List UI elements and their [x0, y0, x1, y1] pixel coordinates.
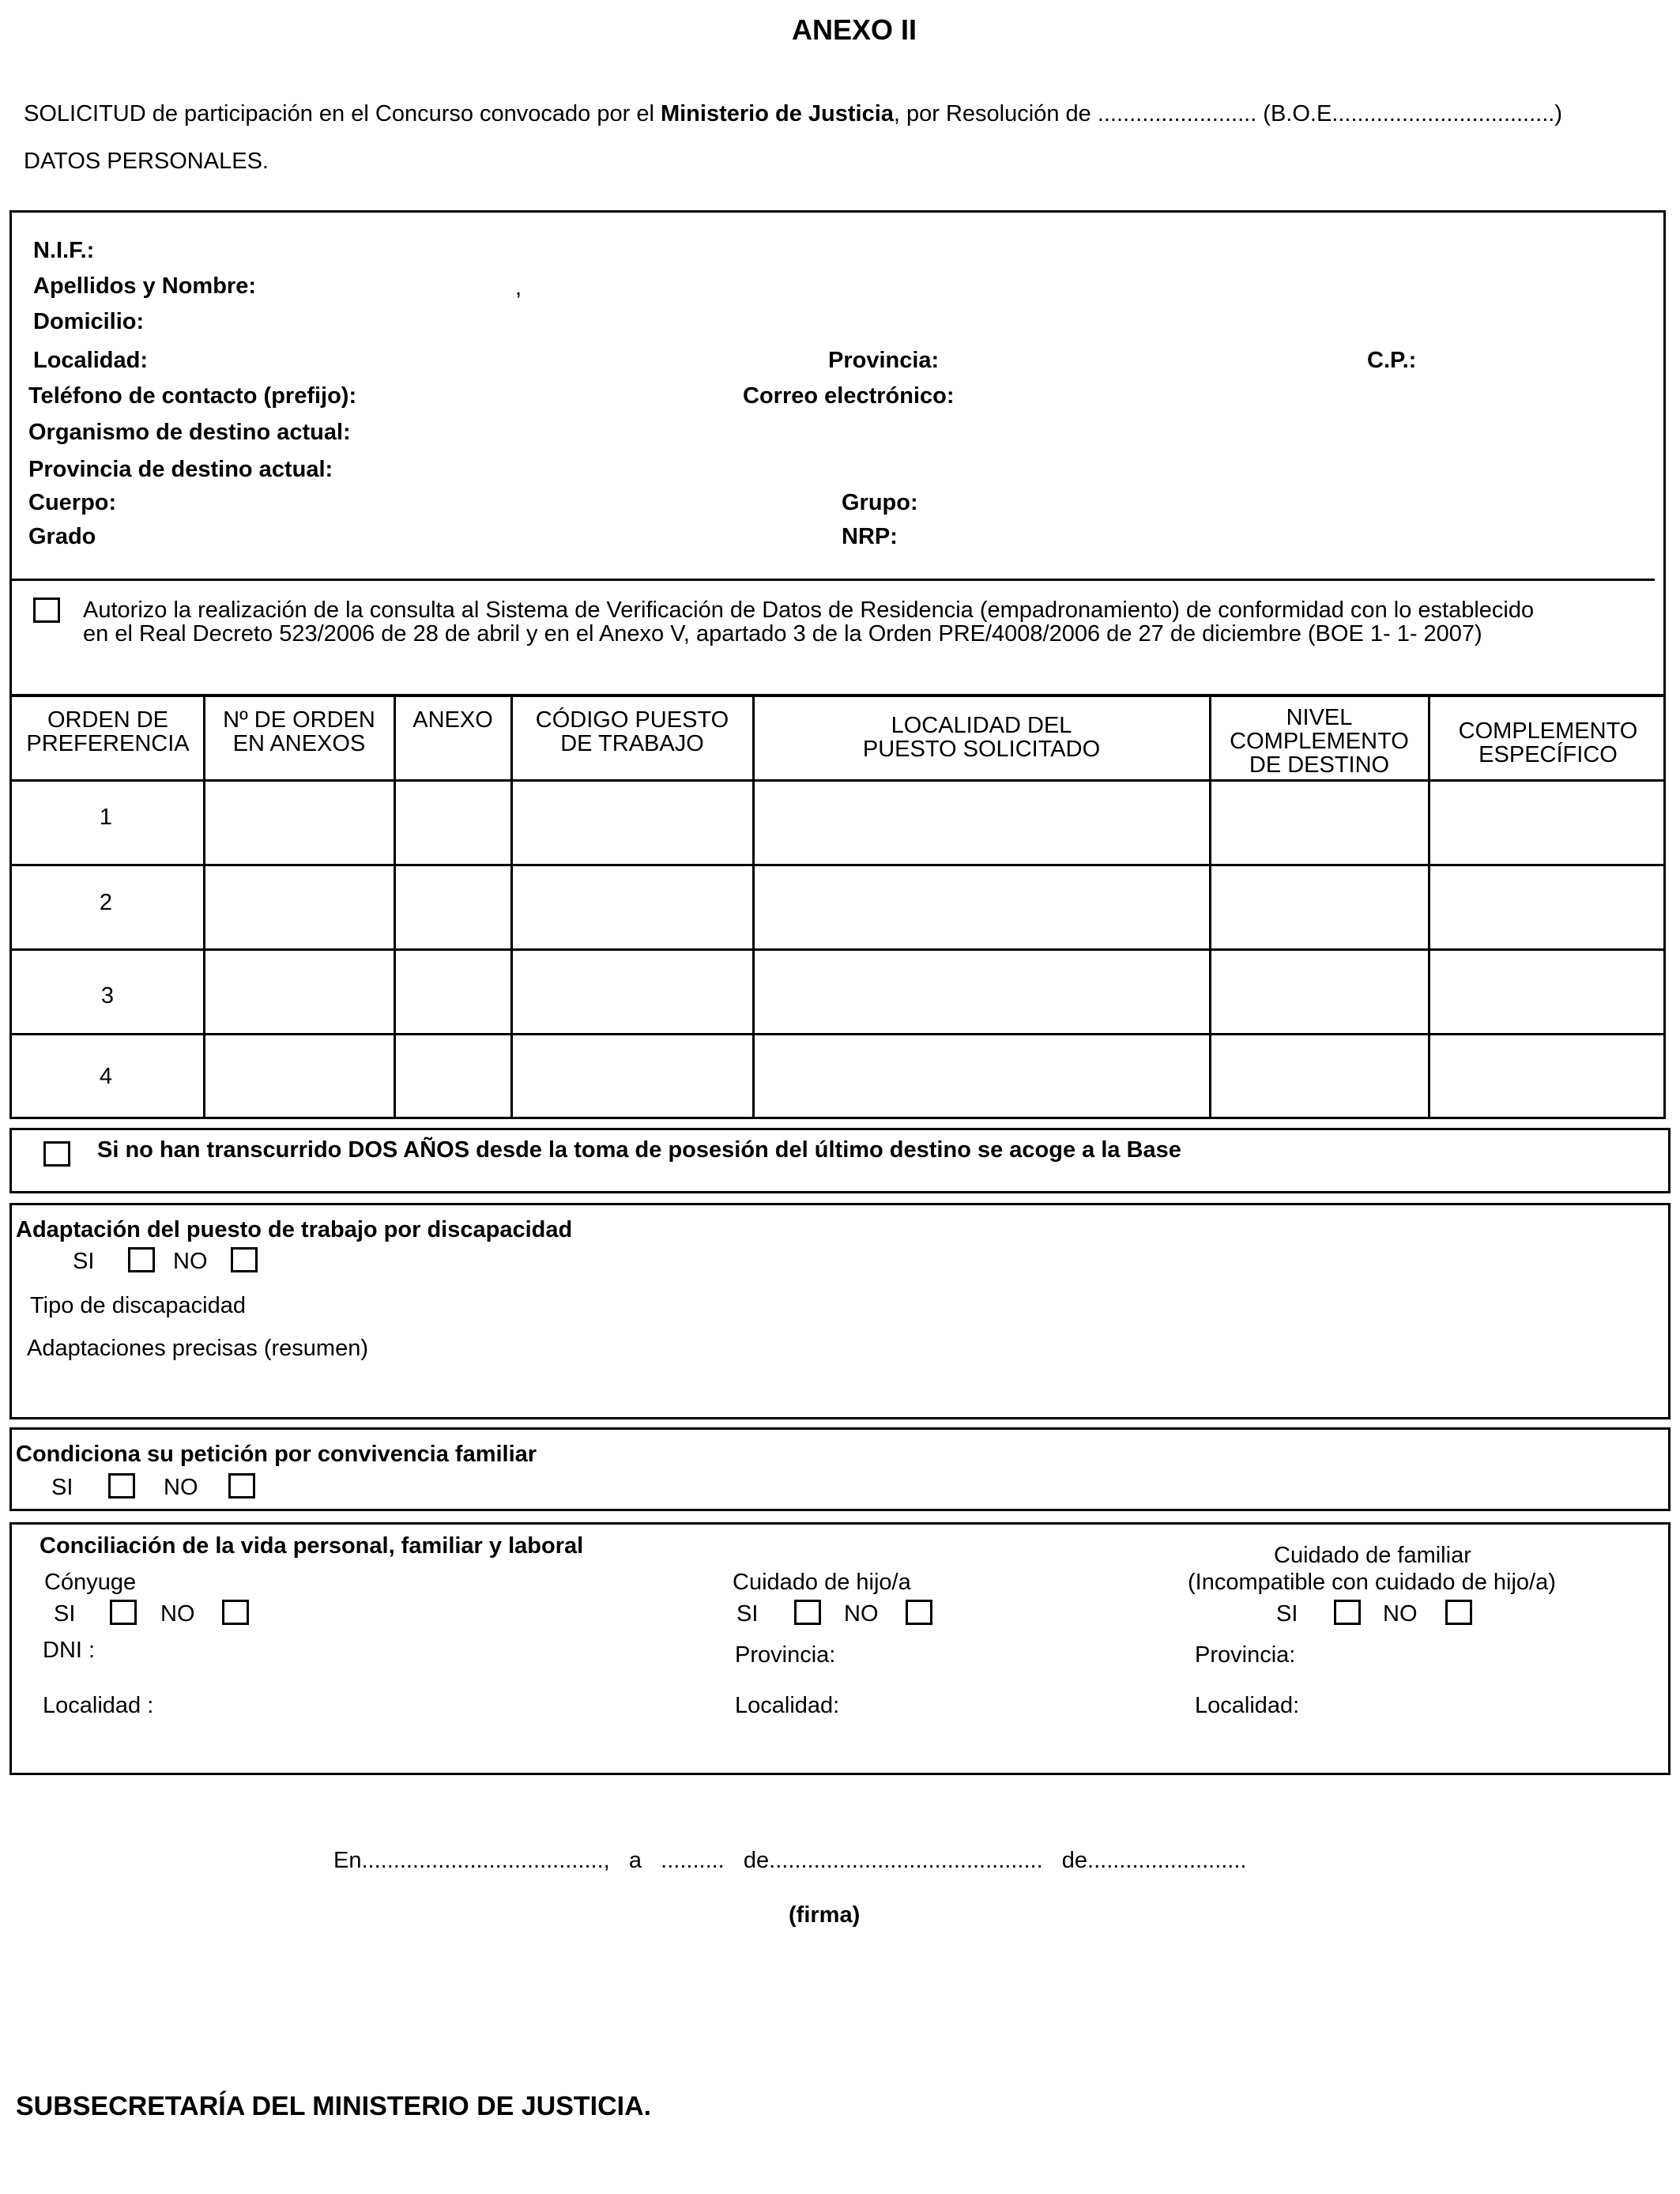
header-nivel-complemento	[1211, 706, 1428, 777]
header-text: EN ANEXOS	[232, 731, 366, 756]
grupo-label: Grupo:	[842, 490, 918, 515]
intro-prefix: SOLICITUD de participación en el Concurso convocado por el	[24, 101, 661, 126]
familiar-label-line2: (Incompatible con cuidado de hijo/a)	[1188, 1570, 1556, 1595]
hijo-label: Cuidado de hijo/a	[733, 1570, 911, 1595]
conyuge-si-label: SI	[54, 1601, 76, 1627]
header-text: COMPLEMENTO	[1230, 729, 1409, 754]
apellidos-comma: ,	[515, 275, 522, 300]
header-text: LOCALIDAD DEL	[891, 713, 1072, 738]
consent-text-line2: en el Real Decreto 523/2006 de 28 de abril y en el Anexo V, apartado 3 de la Orden PRE/4008/2006 de 27 de diciembre (BOE 1- 1- 2007)	[83, 621, 1482, 647]
header-complemento-especifico	[1430, 719, 1667, 767]
table-col-line-2	[394, 695, 396, 1119]
header-text: ORDEN DE	[47, 707, 169, 733]
header-text: ANEXO	[412, 707, 493, 733]
discapacidad-no-checkbox[interactable]	[231, 1247, 258, 1272]
dos-anos-text: Si no han transcurrido DOS AÑOS desde la toma de posesión del último destino se acoge a la Base	[97, 1137, 1181, 1163]
hijo-localidad-label: Localidad:	[735, 1693, 840, 1718]
hijo-no-label: NO	[844, 1601, 879, 1627]
discapacidad-title: Adaptación del puesto de trabajo por discapacidad	[16, 1217, 573, 1242]
conyuge-label: Cónyuge	[44, 1570, 137, 1595]
header-codigo-puesto	[512, 708, 752, 756]
header-localidad-puesto	[754, 714, 1209, 761]
section-label: DATOS PERSONALES.	[24, 149, 269, 174]
conyuge-no-label: NO	[160, 1601, 195, 1627]
header-text: ESPECÍFICO	[1478, 742, 1618, 767]
header-num-orden	[205, 708, 394, 756]
footer-title: SUBSECRETARÍA DEL MINISTERIO DE JUSTICIA.	[16, 2091, 652, 2121]
table-col-line-3	[510, 695, 513, 1119]
conyuge-localidad-label: Localidad :	[43, 1693, 154, 1718]
cuerpo-label: Cuerpo:	[28, 490, 117, 515]
convivencia-no-checkbox[interactable]	[228, 1473, 255, 1498]
intro-suffix: , por Resolución de ......................... (B.O.E...................................)	[893, 101, 1562, 126]
tipo-discapacidad-label: Tipo de discapacidad	[30, 1293, 246, 1318]
header-text: CÓDIGO PUESTO	[535, 707, 729, 733]
organismo-label: Organismo de destino actual:	[28, 420, 351, 445]
dni-label: DNI :	[43, 1638, 96, 1663]
header-text: PREFERENCIA	[26, 731, 190, 756]
table-row-number: 2	[99, 890, 113, 915]
familiar-no-label: NO	[1383, 1601, 1418, 1627]
familiar-no-checkbox[interactable]	[1445, 1600, 1472, 1625]
header-text: Nº DE ORDEN	[223, 707, 375, 733]
table-row-line-1	[9, 864, 1666, 866]
hijo-si-checkbox[interactable]	[794, 1600, 821, 1625]
header-text: COMPLEMENTO	[1458, 718, 1638, 744]
conciliacion-title: Conciliación de la vida personal, familiar y laboral	[40, 1533, 584, 1559]
convivencia-title: Condiciona su petición por convivencia familiar	[16, 1442, 537, 1467]
place-date-line: En......................................, a .......... de........................................... de.........................	[333, 1848, 1247, 1873]
header-orden-preferencia	[11, 708, 205, 756]
header-text: DE TRABAJO	[560, 731, 704, 756]
cp-label: C.P.:	[1367, 348, 1417, 373]
hijo-si-label: SI	[736, 1601, 759, 1627]
familiar-localidad-label: Localidad:	[1195, 1693, 1300, 1718]
familiar-si-checkbox[interactable]	[1334, 1600, 1361, 1625]
header-text: NIVEL	[1286, 705, 1353, 730]
provincia-destino-label: Provincia de destino actual:	[28, 457, 333, 482]
telefono-label: Teléfono de contacto (prefijo):	[28, 383, 357, 409]
consent-checkbox[interactable]	[33, 598, 60, 623]
table-row-number: 3	[100, 983, 115, 1008]
domicilio-label: Domicilio:	[33, 309, 145, 334]
table-row-number: 4	[99, 1064, 113, 1089]
ministry-name: Ministerio de Justicia	[660, 101, 894, 126]
table-header-line	[9, 779, 1666, 782]
apellidos-label: Apellidos y Nombre:	[33, 273, 256, 299]
hijo-no-checkbox[interactable]	[906, 1600, 932, 1625]
header-text: DE DESTINO	[1249, 752, 1390, 778]
conyuge-si-checkbox[interactable]	[110, 1600, 137, 1625]
familiar-si-label: SI	[1276, 1601, 1298, 1627]
nif-label: N.I.F.:	[33, 238, 95, 263]
page-title: ANEXO II	[792, 13, 917, 46]
personal-data-divider	[11, 579, 1655, 581]
header-anexo	[395, 708, 510, 732]
convivencia-si-label: SI	[51, 1475, 73, 1500]
table-col-line-1	[203, 695, 205, 1119]
nrp-label: NRP:	[842, 524, 898, 549]
discapacidad-si-checkbox[interactable]	[128, 1247, 155, 1272]
familiar-provincia-label: Provincia:	[1195, 1642, 1296, 1668]
convivencia-box	[9, 1427, 1671, 1511]
convivencia-no-label: NO	[164, 1475, 198, 1500]
hijo-provincia-label: Provincia:	[735, 1642, 836, 1668]
header-text: PUESTO SOLICITADO	[862, 737, 1101, 762]
discapacidad-si-label: SI	[73, 1249, 95, 1274]
dos-anos-checkbox[interactable]	[43, 1141, 70, 1167]
provincia-label: Provincia:	[828, 348, 940, 373]
conyuge-no-checkbox[interactable]	[222, 1600, 249, 1625]
consent-text-line1: Autorizo la realización de la consulta al Sistema de Verificación de Datos de Residencia (empadronamiento) de conformidad con lo establecido	[83, 598, 1535, 623]
localidad-label: Localidad:	[33, 348, 149, 373]
correo-label: Correo electrónico:	[743, 383, 955, 409]
firma-label: (firma)	[789, 1902, 861, 1928]
grado-label: Grado	[28, 524, 96, 549]
table-row-line-2	[9, 948, 1666, 951]
convivencia-si-checkbox[interactable]	[108, 1473, 135, 1498]
discapacidad-no-label: NO	[173, 1249, 208, 1274]
intro-line	[24, 103, 1562, 126]
familiar-label-line1: Cuidado de familiar	[1274, 1543, 1471, 1568]
table-row-line-3	[9, 1033, 1666, 1035]
table-row-number: 1	[99, 805, 113, 830]
adaptaciones-label: Adaptaciones precisas (resumen)	[27, 1336, 368, 1361]
